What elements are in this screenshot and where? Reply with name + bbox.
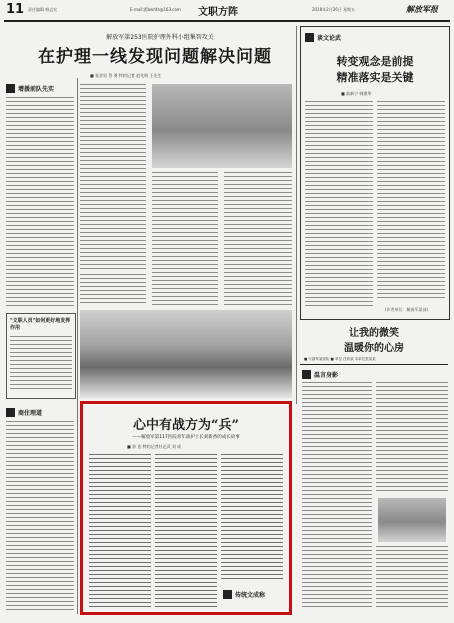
right-text-col-2 bbox=[376, 382, 448, 494]
paper-logo: 解放军报 bbox=[406, 4, 438, 14]
opinion-tag-label: 谈文论武 bbox=[317, 34, 342, 42]
left-boxed-note bbox=[6, 313, 76, 399]
masthead-rule bbox=[4, 20, 450, 22]
opinion-text-col-1 bbox=[305, 101, 373, 307]
opinion-footer: (作者单位：解放军某部) bbox=[385, 307, 429, 312]
right-portrait-photo bbox=[378, 498, 446, 542]
featured-bottom-tag bbox=[223, 588, 265, 600]
featured-tag-marker-icon bbox=[223, 590, 232, 599]
left-boxed-title: "文职人员"如何更好地发挥作用 bbox=[10, 318, 71, 331]
featured-text-col-1 bbox=[89, 454, 151, 608]
left-text-block-1 bbox=[6, 97, 74, 309]
email-meta: E-mail:jfjbwhfz@163.com bbox=[130, 7, 181, 12]
center-text-col-3 bbox=[152, 172, 218, 306]
opinion-text-col-2 bbox=[377, 101, 445, 299]
center-text-col-1b bbox=[80, 274, 146, 306]
featured-text-col-3 bbox=[221, 454, 283, 582]
section-title: 文职方阵 bbox=[198, 7, 238, 18]
right-text-col-3 bbox=[376, 546, 448, 610]
featured-headline: 心中有战方为“兵” bbox=[133, 418, 239, 433]
right-section-label: 温言身影 bbox=[314, 371, 339, 379]
lead-kicker: 解放军第253医院护理外科小组集智攻关 bbox=[106, 34, 214, 41]
featured-byline: ■ 余 达 特约记者杜必武 刘 成 bbox=[127, 444, 182, 449]
opinion-tag bbox=[305, 31, 341, 43]
lead-headline: 在护理一线发现问题解决问题 bbox=[38, 47, 272, 67]
left-section-label-2: 商住理道 bbox=[18, 409, 43, 417]
left-text-block-2 bbox=[6, 421, 74, 611]
center-text-col-1 bbox=[80, 84, 146, 270]
poem-headline-1: 让我的微笑 bbox=[349, 328, 399, 339]
featured-text-col-2 bbox=[155, 454, 217, 608]
column-divider-right bbox=[296, 26, 297, 404]
left-section-head-2 bbox=[6, 406, 42, 418]
left-boxed-text bbox=[10, 336, 72, 392]
section-marker-icon bbox=[6, 84, 15, 93]
right-section-head bbox=[302, 368, 338, 380]
opinion-headline-2: 精准落实是关键 bbox=[336, 71, 414, 84]
opinion-box bbox=[300, 26, 450, 320]
left-section-label-1: 增援前队先实 bbox=[18, 85, 55, 93]
center-text-col-4 bbox=[224, 172, 292, 306]
editor-meta: 责任编辑 韩志宏 bbox=[28, 7, 58, 12]
featured-tag-label: 传统文成称 bbox=[235, 591, 266, 599]
lead-byline: ■ 张亚男 蔡 勇 特约记者 赵先明 王先生 bbox=[90, 73, 162, 78]
right-mid-rule bbox=[300, 364, 448, 365]
snow-patrol-photo bbox=[80, 310, 292, 398]
left-section-head-1 bbox=[6, 82, 54, 94]
opinion-headline-1: 转变观念是前提 bbox=[336, 55, 414, 68]
poem-byline: ■ 火箭军某部队 ■ 单位 任妍欢 本单位张某某 bbox=[304, 357, 376, 361]
right-text-col-1 bbox=[302, 382, 372, 610]
poem-headline-2: 温暖你的心房 bbox=[344, 343, 404, 354]
column-divider-left bbox=[77, 78, 78, 614]
opinion-marker-icon bbox=[305, 33, 314, 42]
page-number: 11 bbox=[6, 2, 25, 17]
featured-subheadline: ——解放军第117医院青年战护士长刘新香的成长故事 bbox=[132, 435, 240, 440]
featured-article-box bbox=[80, 401, 292, 615]
right-section-marker-icon bbox=[302, 370, 311, 379]
date-meta: 2018年2月26日 星期五 bbox=[312, 7, 356, 12]
section-marker-icon-2 bbox=[6, 408, 15, 417]
nurses-photo bbox=[152, 84, 292, 168]
masthead bbox=[0, 0, 454, 20]
opinion-byline: ■ 高新宁 韩建华 bbox=[341, 91, 372, 96]
